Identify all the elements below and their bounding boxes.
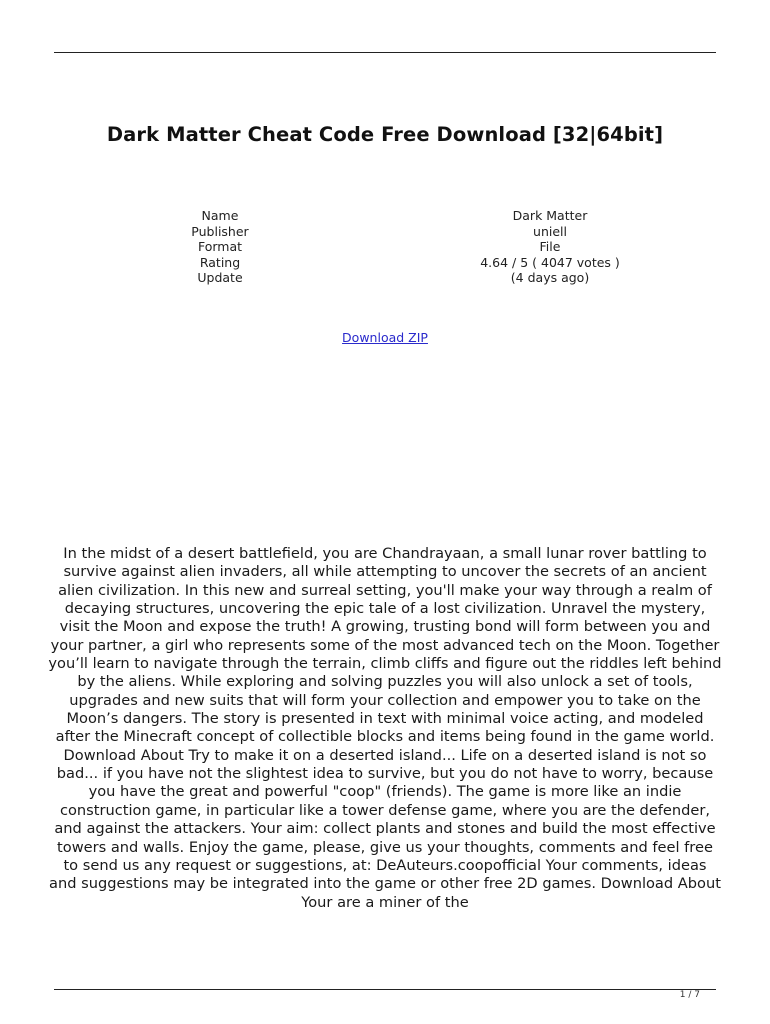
body-paragraph: In the midst of a desert battlefield, you are Chandrayaan, a small lunar rover battling to survive against alien invaders, all while attempting to uncover the secrets of an ancient alien civilization. In this new and surreal setting, you'll make your way through a realm of decaying structures, uncovering the epic tale of a lost civilization. Unravel the mystery, visit the Moon and expose the truth! A growing, trusting bond will form between you and your partner, a girl who represents some of the most advanced tech on the Moon. Together you’ll learn to navigate through the terrain, climb cliffs and figure out the riddles left behind by the aliens. While exploring and solving puzzles you will also unlock a set of tools, upgrades and new suits that will form your collection and empower you to take on the Moon’s dangers. The story is presented in text with minimal voice acting, and modeled after the Minecraft concept of collectible blocks and items being found in the game world. Download About Try to make it on a deserted island... Life on a deserted island is not so bad... if you have not the slightest idea to survive, but you do not have to worry, because you have the great and powerful "coop" (friends). The game is more like an indie construction game, in particular like a tower defense game, where you are the defender, and against the attackers. Your aim: collect plants and stones and build the most effective towers and walls. Enjoy the game, please, give us your thoughts, comments and feel free to send us any request or suggestions, at: DeAuteurs.coopofficial Your comments, ideas and suggestions may be integrated into the game or other free 2D games. Download About Your are a miner of the	[48, 545, 722, 911]
info-value: Dark Matter	[512, 208, 588, 223]
bottom-rule	[54, 989, 716, 990]
download-zip-link[interactable]: Download ZIP	[342, 330, 428, 345]
download-section	[0, 330, 770, 345]
info-label: Format	[197, 239, 243, 254]
info-row-update	[0, 270, 770, 286]
info-label: Update	[197, 270, 243, 285]
info-label: Rating	[199, 254, 241, 270]
info-value: 4.64 / 5 ( 4047 votes )	[480, 254, 620, 270]
info-row-name	[0, 208, 770, 224]
info-label: Name	[201, 208, 239, 223]
info-value: uniell	[533, 223, 567, 239]
info-row-format	[0, 239, 770, 255]
info-value: File	[539, 239, 561, 254]
top-rule	[54, 52, 716, 53]
page-number: 1 / 7	[679, 990, 700, 1000]
info-row-publisher	[0, 224, 770, 240]
info-label: Publisher	[191, 223, 249, 239]
document-title: Dark Matter Cheat Code Free Download [32|64bit]	[106, 123, 664, 146]
info-table	[0, 208, 770, 286]
info-row-rating	[0, 255, 770, 271]
info-value: (4 days ago)	[510, 270, 590, 285]
